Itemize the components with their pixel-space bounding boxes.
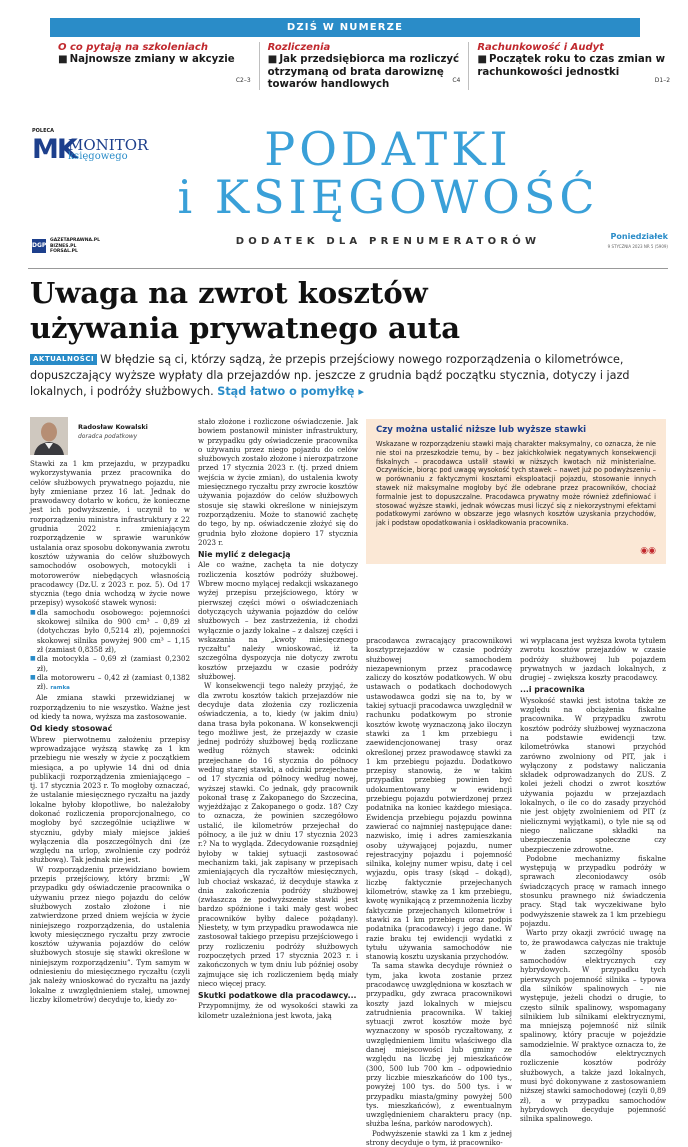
paragraph: Podwyższenie stawki za 1 km z jednej strony decyduje o tym, iż pracowniko- [366, 1128, 512, 1147]
masthead-title-line1: PODATKI [264, 122, 512, 176]
subheading: ...i pracownika [520, 685, 585, 695]
paragraph: Ta sama stawka decyduje również o tym, jaka kwota zostanie przez pracodawcę uwzględniona w kosztach w przypadku, gdy zwraca pracownikowi koszty jazd lokalnych w miejscu zatrudnienia pracownika. W takiej sytuacji zwrot kosztów może być wyznaczony w sposób ryczałtowany, z uwzględnieniem limitu wlaściwego dla danej miejscowości lub gminy ze względu na liczbę jej mieszkańców (300, 500 lub 700 km – odpowiednio przy liczbie mieszkańców do 100 tys., powyżej 100 tys. do 500 tys. i w przypadku miasta/gminy powyżej 500 tys. mieszkańców), z ewentualnym uwzględnieniem charakteru pracy (np. służba leśna, parków narodowych). [366, 961, 512, 1129]
list-item: ■ dla samochodu osobowego: pojemności skokowej silnika do 900 cm³ – 0,89 zł (dotychczas było 0,5214 zł), pojemności skokowej silnika powyżej 900 cm³ – 1,15 zł (zamiast 0,8358 zł), [30, 608, 190, 654]
masthead-subtitle: DODATEK DLA PRENUMERATORÓW [235, 236, 541, 247]
logo-monitor-text: MONITOR [68, 136, 149, 154]
author-photo-icon [30, 417, 68, 455]
square-bullet-icon: ■ [58, 54, 68, 65]
paragraph: stało złożone i rozliczone oświadczenie. Jak bowiem postanowił minister infrastruktury, w przypadku gdy oświadczenie pracownika o używaniu przez niego pojazdu do celów służbowych zostało złożone i nierozpatrzone przed 17 stycznia 2023 r. (tj. przed dniem wejścia w życie zmian), do ustalenia kwoty miesięcznego ryczałtu przy zwrocie kosztów używania pojazdów do celów służbowych stosuje się stawki określone w niniejszym rozporządzeniu. Może to stanowić zachętę do tego, by np. oświadczenie złożyć się do grudnia było złożone dopiero 17 stycznia 2023 r. [198, 417, 358, 547]
list-item: ■ dla motocykla – 0,69 zł (zamiast 0,2302 zł), [30, 654, 190, 673]
issue-day: Poniedziałek [610, 232, 668, 241]
paragraph: Warto przy okazji zwrócić uwagę na to, że prawodawca całyczas nie traktuje w żaden szczególny sposób samochodów elektrycznych czy hybrydowych. W przypadku tych pierwszych pojemność silnika – typowa dla silników spalinowych – nie występuje, jeżeli chodzi o drugie, to często silnik spalinowy, wspomagany silnikiem lub silnikami elektrycznymi, ma mniejszą pojemność niż silnik spalinowy, który pracuje w pojeździe samodzielnie. W praktyce oznacza to, że dla samochodów elektrycznych rozliczenie kosztów podróży służbowych, a także jazd lokalnych, musi być dokonywane z zastosowaniem niższej stawki samochodowej (czyli 0,89 zł), a w przypadku samochodów hybrydowych decyduje pojemność silnika spalinowego. [520, 928, 666, 1124]
paragraph: Stawki za 1 km przejazdu, w przypadku wykorzystywania przez pracownika do celów służbowych prywatnego pojazdu, nie były zmieniane przez 16 lat. Jednak do prawodawcy dotarło w końcu, że konieczne jest ich podwyższenie, i uczynił to w rozporządzeniu ministra infrastruktury z 22 grudnia 2022 r. zmieniającym rozporządzenie w sprawie warunków ustalania oraz sposobu dokonywania zwrotu kosztów używania do celów służbowych samochodów osobowych, motocykli i motorowerów niebędących własnością pracodawcy (Dz.U. z 2023 r. poz. 5). Od 17 stycznia (tego dnia wchodzą w życie nowe przepisy) wysokość stawek wynosi: [30, 459, 190, 608]
paragraph: Wysokość stawki jest istotna także ze względu na obciążenia fiskalne pracownika. W przypadku zwrotu kosztów podróży służbowej wyznaczona na podstawie ewidencji tzw. kilometrówka stanowi przychód zarówno zwolniony od PIT, jak i wyłączony z podstawy naliczania składek odprowadzanych do ZUS. Z kolei jeżeli chodzi o zwrot kosztów używania pojazdu w przejazdach lokalnych, o ile co do zasady przychód nie jest objęty zwolnieniem od PIT (z nielicznymi wyjątkami), o tyle nie są od niego naliczane składki na ubezpieczenia społeczne czy ubezpieczenie zdrowotne. [520, 695, 666, 854]
ramka-reference[interactable]: ramka [50, 685, 70, 692]
square-bullet-icon: ■ [267, 54, 278, 65]
paragraph: Wbrew pierwotnemu założeniu przepisy wprowadzające wyższą stawkę za 1 km przebiegu nie weszły w życie z początkiem miesiąca, a po upływie 14 dni od dnia publikacji rozporządzenia zmieniającego – tj. 17 stycznia 2023 r. To mogłoby oznaczać, że ustalanie miesięcznego ryczałtu na jazdy lokalne byłoby kłopotliwe, bo należałoby dokonać rozliczenia proporcjonalnego, co mogłoby być szczególnie uciążliwe w styczniu, gdyby miały miejsce jakieś wyłączenia dla poszczególnych dni (ze względu na urlop, zwolnienie czy podróż służbową). Tak jednak nie jest. [30, 734, 190, 865]
teaser-text: ■ Najnowsze zmiany w akcyzie [58, 54, 235, 65]
monitor-ksiegowego-logo-icon: MK [32, 134, 76, 165]
paragraph: Podobne mechanizmy fiskalne występują w przypadku podróży w sprawach zleconiodawcy osób świadczących pracę w ramach innego stosunku prawnego niż świadczenia pracy. Stąd tak wyczekiwane było podwyższenie stawek za 1 km przebiegu pojazdu. [520, 853, 666, 928]
article-column-2 [198, 417, 358, 1020]
mk-mini-logo-icon: ◉◉ [640, 546, 656, 556]
lead-text: W błędzie są ci, którzy sądzą, że przepis przejściowy nowego rozporządzenia o kilometrówce, dopuszczający wyższe wypłaty dla przejazdów np. jeszcze z grudnia bądź początku stycznia, dotyczy i jazd lokalnych, i podróży służbowych. [30, 353, 630, 398]
teasers [50, 42, 678, 90]
poleca-label: POLECA [32, 128, 55, 134]
issue-date: 9 STYCZNIA 2023 NR 5 (5909) [607, 244, 668, 249]
rates-list [30, 608, 190, 694]
paragraph: W konsekwencji tego należy przyjąć, że dla zwrotu kosztów takich przejazdów nie decyduje data złożenia czy rozliczenia oświadczenia, a to, kiedy (w jakim dniu) dana trasa była pokonana. W konsekwencji tego możliwe jest, że przejazdy w czasie jednej podróży służbowej będą rozliczane według różnych stawek: odcinki przejechane do 16 stycznia do północy według starej stawki, a odcinki przejechane od 17 stycznia od północy według nowej, wyższej stawki. Co jednak, gdy pracownik pokonał trasę z Zakopanego do Szczecina, wyjeżdżając z Zakopanego o godz. 18? Czy to oznacza, że powinien szczegółowo ustalić, ile kilometrów przejechał do północy, a ile już w dniu 17 stycznia 2023 r.? Na to wygląda. Zdecydowanie rozsądniej byłoby w takiej sytuacji zastosować mechanizm taki, jak zapisany w przepisach zmieniających dla ryczałtów miesięcznych, lub chociaż wskazać, iż decyduje stawka z dnia zakończenia podróży służbowej (zwłaszcza że podwyższenie stawki jest bardzo spóźnione i taki mały gest wobec pracowników byłby dalece pożądany). Niestety, w tym przypadku prawodawca nie zastosował takiego przepisu przejściowego i przy rozliczeniu podróży służbowych rozpoczętych przed 17 stycznia 2023 r. i zakończonych w tym dniu lub później osoby zajmujące się ich rozliczeniem będą miały nieco więcej pracy. [198, 681, 358, 988]
dgp-logo-icon: DGP [32, 239, 46, 253]
teaser-section: O co pytają na szkoleniach [58, 42, 208, 53]
subheading: Nie mylić z delegacją [198, 550, 291, 560]
section-tag: AKTUALNOŚCI [30, 354, 97, 365]
article-column-4 [520, 636, 666, 1124]
teaser-page: C4 [452, 77, 461, 84]
subheading: Skutki podatkowe dla pracodawcy... [198, 991, 357, 1001]
today-in-issue-bar: DZIŚ W NUMERZE [50, 18, 640, 37]
author-role: doradca podatkowy [78, 433, 138, 440]
logo-ksiegowego-text: księgowego [68, 151, 128, 162]
paragraph: W rozporządzeniu przewidziano bowiem przepis przejściowy, który brzmi: „W przypadku gdy oświadczenie pracownika o używaniu przez niego pojazdu do celów służbowych zostało złożone i nie zatwierdzone przed dniem wejścia w życie niniejszego rozporządzenia, do ustalenia kwoty miesięcznego ryczałtu przy zwrocie kosztów używania pojazdów do celów służbowych stosuje się stawki określone w niniejszym rozporządzeniu”. Tym samym w odniesieniu do miesięcznego ryczałtu (czyli jak należy wnioskować do ryczałtu na jazdy lokalne z uwzględnieniem stałej, umownej liczby kilometrów) decyduje to, kiedy zo- [30, 864, 190, 1004]
paragraph: Ale co ważne, zachęta ta nie dotyczy rozliczenia kosztów podróży służbowej. Wbrew mocno mylącej redakcji wskazanego wyżej przepisu przejściowego, który w pierwszej części mówi o oświadczeniach dotyczących używania pojazdów do celów służbowych – bez zastrzeżenia, iż chodzi wyłącznie o jazdy lokalne – z dalszej części i wskazania na „kwoty miesięcznego ryczałtu” należy wnioskować, iż ta szczególna dyspozycja nie dotyczy zwrotu kosztów przejazdu w czasie podróży służbowej. [198, 560, 358, 682]
teaser-1[interactable] [50, 42, 260, 90]
paragraph: pracodawca zwracający pracownikowi kosztyprzejazdów w czasie podróży służbowej samochodem niezapewnionym przez pracodawcę zaliczy do kosztów podatkowych. W obu ustawach o podatkach dochodowych ustawodawca godzi się na to, by w takiej sytuacji pracodawca uwzględnił w rachunku podatkowym po stronie kosztów kwotę wyznaczoną jako iloczyn stawki za 1 km przebiegu i zaewidencjonowanej trasy oraz określonej przez prawodawcę stawki za 1 km przebiegu pojazdu. Dodatkowo przepisy stanowią, że w takim przypadku przebieg powinien być udokumentowany w ewidencji przebiegu pojazdu potwierdzonej przez podatnika na koniec każdego miesiąca. Ewidencja przebiegu pojazdu powinna zawierać co najmniej następujące dane: nazwisko, imię i adres zamieszkania osoby używającej pojazdu, numer rejestracyjny pojazdu i pojemność silnika, kolejny numer wpisu, datę i cel wyjazdu, opis trasy (skąd – dokąd), liczbę faktycznie przejechanych kilometrów, stawkę za 1 km przebiegu, kwotę wynikającą z przemnożenia liczby faktycznie przejechanych kilometrów i stawki za 1 km przebiegu oraz podpis podatnika (pracodawcy) i jego dane. W razie braku tej ewidencji wydatki z tytułu używania samochodów nie stanowią kosztu uzyskania przychodów. [366, 636, 512, 962]
author-block [30, 417, 190, 455]
teaser-section: Rachunkowość i Audyt [477, 42, 604, 53]
info-box [366, 419, 666, 564]
paragraph: Przypomnijmy, że od wysokości stawki za kilometr uzależniona jest kwota, jaką [198, 1001, 358, 1020]
avatar [30, 417, 68, 455]
square-bullet-icon: ■ [477, 54, 487, 65]
lead-more-icon: ▸ [354, 385, 365, 398]
header-divider [28, 268, 668, 269]
teaser-page: C2–3 [235, 77, 251, 84]
masthead-title-line2: i KSIĘGOWOŚĆ [177, 170, 599, 224]
list-item: ■ dla motoroweru – 0,42 zł (zamiast 0,1382 zł). ramka [30, 673, 190, 694]
teaser-text: ■ Jak przedsiębiorca ma rozliczyć otrzymaną od brata darowiznę towarów handlowych [267, 54, 460, 90]
lead-more-link[interactable]: Stąd łatwo o pomyłkę [217, 385, 355, 398]
teaser-section: Rozliczenia [267, 42, 331, 53]
info-box-text: Wskazane w rozporządzeniu stawki mają charakter maksymalny, co oznacza, że nie nie stoi na przeszkodzie temu, by – bez jakichkolwiek negatywnych konsekwencji fiskalnych – pracodawca ustalił stawki w niższych kwotach niż ministerialne. Oczywiście, biorąc pod uwagę wysokość tych stawek – nawet już po podwyższeniu – w porównaniu z faktycznymi kosztami eksploatacji pojazdu, stosowanie innych stawek niż maksymalne mogłoby być źle odebrane przez pracowników, chociaż formalnie jest to dopuszczalne. Pracodawca prywatny może również zdefiniować i stosować wyższe stawki, jednak wówczas musi liczyć się z niekorzystnymi efektami podatkowymi zarówno w obszarze jego własnych kosztów uzyskania przychodów, jak i podstaw opodatkowania i oskładkowania pracownika. [376, 440, 656, 528]
masthead [28, 118, 668, 268]
teaser-page: D1–2 [654, 77, 671, 84]
teaser-3[interactable] [469, 42, 678, 90]
subheading: Od kiedy stosować [30, 724, 113, 734]
article-column-1 [30, 459, 190, 1004]
paragraph: Ale zmiana stawki przewidzianej w rozporządzeniu to nie wszystko. Ważne jest od kiedy ta nowa, wyższa ma zastosowanie. [30, 693, 190, 722]
article-headline: Uwaga na zwrot kosztów używania prywatnego auta [30, 276, 461, 345]
dgp-sites: GAZETAPRAWNA.PL BIZNES.PL FORSAL.PL [50, 238, 100, 254]
author-name: Radosław Kowalski [78, 423, 148, 431]
article-lead [30, 352, 666, 400]
info-box-title: Czy można ustalić niższe lub wyższe stawki [376, 425, 587, 435]
teaser-text: ■ Początek roku to czas zmian w rachunkowości jednostki [477, 54, 665, 78]
paragraph: wi wypłacana jest wyższa kwota tytułem zwrotu kosztów przejazdów w czasie podróży służbowej lub pojazdem prywatnych w jazdach lokalnych, z drugiej – zwiększa koszty pracodawcy. [520, 636, 666, 683]
teaser-2[interactable] [260, 42, 470, 90]
article-column-3 [366, 636, 512, 1147]
